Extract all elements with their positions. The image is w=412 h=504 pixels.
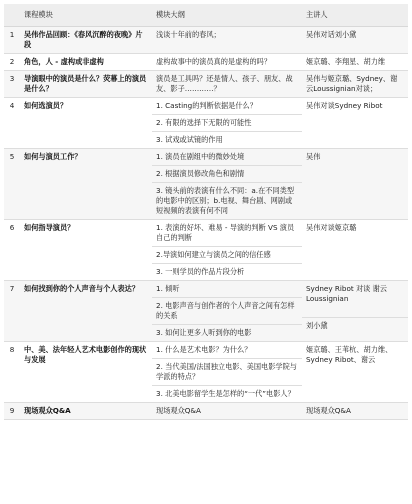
speaker: 吴伟 [302, 149, 408, 220]
course-schedule [4, 4, 408, 420]
outline-list [152, 149, 302, 220]
table-row [4, 342, 408, 403]
speaker: 吴伟与姬京璐、Sydney、谢云Loussignian对谈； [302, 71, 408, 98]
outline-item: 3. 镜头前的表演有什么不同：a.在不同类型的电影中的区别；b.电视、舞台剧、网剧或短视频的表演有何不同 [156, 186, 295, 215]
speaker: 吴伟对谈Sydney Ribot [302, 98, 408, 149]
outline-item: 2. 根据演员修改角色和剧情 [152, 166, 302, 183]
speaker: 吴伟对话刘小黛 [302, 27, 408, 54]
row-number: 9 [4, 403, 20, 420]
speaker: 刘小黛 [306, 321, 328, 330]
table-row [4, 149, 408, 220]
course-table [4, 4, 408, 420]
module-title: 中、美、法年轻人艺术电影创作的现状与发展 [20, 342, 152, 403]
outline-item: 1. 表演的好坏、难易 - 导演的判断 VS 演员自己的判断 [152, 220, 302, 247]
speaker: 姬京璐、李翔星、胡力维 [302, 54, 408, 71]
row-number: 8 [4, 342, 20, 403]
module-title: 现场观众Q&A [20, 403, 152, 420]
row-number: 1 [4, 27, 20, 54]
module-title: 导演眼中的演员是什么？荧幕上的演员是什么？ [20, 71, 152, 98]
row-number: 7 [4, 281, 20, 342]
row-number: 5 [4, 149, 20, 220]
outline-item: 2.导演如何建立与演员之间的信任感 [152, 247, 302, 264]
outline-list [152, 220, 302, 281]
module-title: 如何选演员？ [20, 98, 152, 149]
outline-list [152, 98, 302, 149]
outline-item: 2. 有限的选择下无限的可能性 [152, 115, 302, 132]
row-number: 4 [4, 98, 20, 149]
module-title: 如何与演员工作？ [20, 149, 152, 220]
outline-item: 3. 一则学员的作品片段分析 [156, 267, 245, 276]
row-number: 2 [4, 54, 20, 71]
table-row [4, 27, 408, 54]
outline-item: 3. 北美电影留学生是怎样的“一代”电影人？ [156, 389, 295, 398]
outline-item: 1. 什么是艺术电影？为什么？ [152, 342, 302, 359]
outline-item: 浅谈十年前的春风； [152, 27, 302, 54]
table-header-row [4, 4, 408, 27]
outline-item: 1. 演员在剧组中的微妙处境 [152, 149, 302, 166]
outline-item: 3. 如何让更多人听到你的电影 [156, 328, 252, 337]
outline-item: 1. 倾听 [152, 281, 302, 298]
speaker-name: Sydney Ribot 对谈 谢云 Loussignian [306, 284, 387, 303]
module-title: 角色，人 - 虚构或非虚构 [20, 54, 152, 71]
outline-list [152, 281, 302, 342]
speaker [302, 281, 408, 318]
header-number [4, 4, 20, 27]
module-title: 如何指导演员？ [20, 220, 152, 281]
table-row [4, 220, 408, 281]
header-outline: 模块大纲 [152, 4, 302, 27]
speaker-list [302, 281, 408, 342]
outline-item: 3. 试戏或试镜的作用 [156, 135, 223, 144]
module-title: 如何找到你的个人声音与个人表达？ [20, 281, 152, 342]
header-speaker: 主讲人 [302, 4, 408, 27]
table-row [4, 98, 408, 149]
table-row [4, 281, 408, 342]
speaker: 现场观众Q&A [302, 403, 408, 420]
speaker: 吴伟对谈姬京璐 [302, 220, 408, 281]
row-number: 6 [4, 220, 20, 281]
row-number: 3 [4, 71, 20, 98]
outline-item: 现场观众Q&A [152, 403, 302, 420]
table-row [4, 403, 408, 420]
outline-item: 虚构故事中的演员真的是虚构的吗？ [152, 54, 302, 71]
outline-item: 演员是工具吗？还是情人、孩子、朋友、战友、影子…………？ [152, 71, 302, 98]
table-row [4, 71, 408, 98]
outline-item: 2. 当代美国/法国独立电影、美国电影学院与学派的特点？ [152, 359, 302, 386]
speaker: 姬京璐、王苇杭、胡力维、Sydney Ribot、谢云 [302, 342, 408, 403]
header-module: 课程模块 [20, 4, 152, 27]
outline-item: 1. Casting的判断依据是什么？ [152, 98, 302, 115]
module-title: 吴伟作品回顾：《春风沉醉的夜晚》片段 [20, 27, 152, 54]
table-row [4, 54, 408, 71]
outline-item: 2. 电影声音与创作者的个人声音之间有怎样的关系 [152, 298, 302, 325]
outline-list [152, 342, 302, 403]
